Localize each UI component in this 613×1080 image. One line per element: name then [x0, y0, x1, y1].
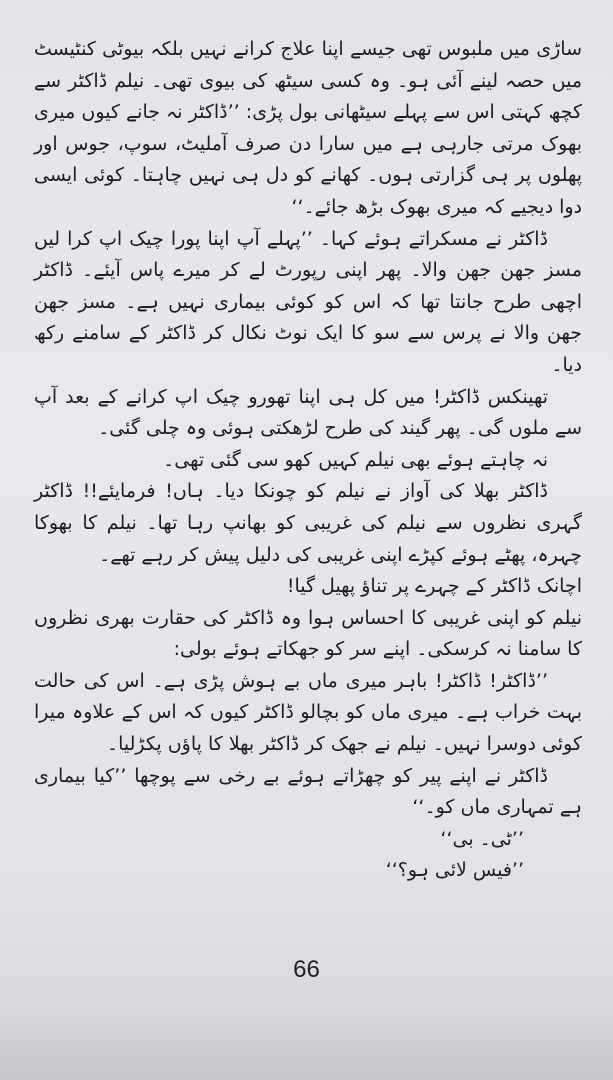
paragraph: ڈاکٹر بھلا کی آواز نے نیلم کو چونکا دیا۔ ہاں! فرمایئے!! ڈاکٹر گہری نظروں سے نیلم کی غریبی کو بھانپ رہا تھا۔ نیلم کا بھوکا چہرہ، پھٹے ہوئے کپڑے اپنی غریبی کی دلیل پیش کر رہے تھے۔	[34, 480, 582, 566]
dialogue-line: ’’فیس لائی ہو؟‘‘	[385, 859, 524, 882]
paragraph: اچانک ڈاکٹر کے چہرے پر تناؤ پھیل گیا!	[286, 575, 582, 598]
page-bottom-shadow	[0, 1010, 613, 1080]
paragraph: تھینکس ڈاکٹر! میں کل ہی اپنا تھورو چیک اپ کرانے کے بعد آپ سے ملوں گی۔ پھر گیند کی طرح لڑھکتی ہوئی وہ چلی گئی۔	[34, 385, 582, 440]
page-number: 66	[293, 956, 320, 983]
paragraph: ’’ڈاکٹر! ڈاکٹر! باہر میری ماں بے ہوش پڑی ہے۔ اس کی حالت بہت خراب ہے۔ میری ماں کو بچالو ڈاکٹر کیوں کہ اس کے علاوہ میرا کوئی دوسرا نہیں۔ نیلم نے جھک کر ڈاکٹر بھلا کا پاؤں پکڑلیا۔	[34, 669, 582, 756]
paragraph: نہ چاہتے ہوئے بھی نیلم کہیں کھو سی گئی تھی۔	[163, 448, 548, 471]
paragraph: ڈاکٹر نے مسکراتے ہوئے کہا۔ ’’پہلے آپ اپنا پورا چیک اپ کرا لیں مسز جھن جھن والا۔ پھر اپنی رپورٹ لے کر میرے پاس آیئے۔ ڈاکٹر اچھی طرح جانتا تھا کہ اس کو کوئی بیماری نہیں ہے۔ مسز جھن جھن والا نے پرس سے سو کا ایک نوٹ نکال کر ڈاکٹر کے سامنے رکھ دیا۔	[34, 227, 582, 376]
paragraph: نیلم کو اپنی غریبی کا احساس ہوا وہ ڈاکٹر کی حقارت بھری نظروں کا سامنا نہ کرسکی۔ اپنے سر کو جھکاتے ہوئے بولی:	[34, 606, 582, 661]
paragraph: ڈاکٹر نے اپنے پیر کو چھڑاتے ہوئے بے رخی سے پوچھا ’’کیا بیماری ہے تمہاری ماں کو۔‘‘	[34, 764, 582, 819]
page-body-text	[34, 34, 582, 887]
paragraph: ساڑی میں ملبوس تھی جیسے اپنا علاج کرانے نہیں بلکہ بیوٹی کنٹیسٹ میں حصہ لینے آئی ہو۔ وہ کسی سیٹھ کی بیوی تھی۔ نیلم ڈاکٹر سے کچھ کہتی اس سے پہلے سیٹھانی بول پڑی: ’’ڈاکٹر نہ جانے کیوں میری بھوک مرتی جارہی ہے میں سارا دن صرف آملیٹ، سوپ، جوس اور پھلوں پر ہی گزارتی ہوں۔ کھانے کو دل ہی نہیں چاہتا۔ کوئی ایسی دوا دیجیے کہ میری بھوک بڑھ جائے۔‘‘	[34, 38, 582, 218]
dialogue-line: ’’ٹی۔ بی‘‘	[440, 827, 524, 850]
